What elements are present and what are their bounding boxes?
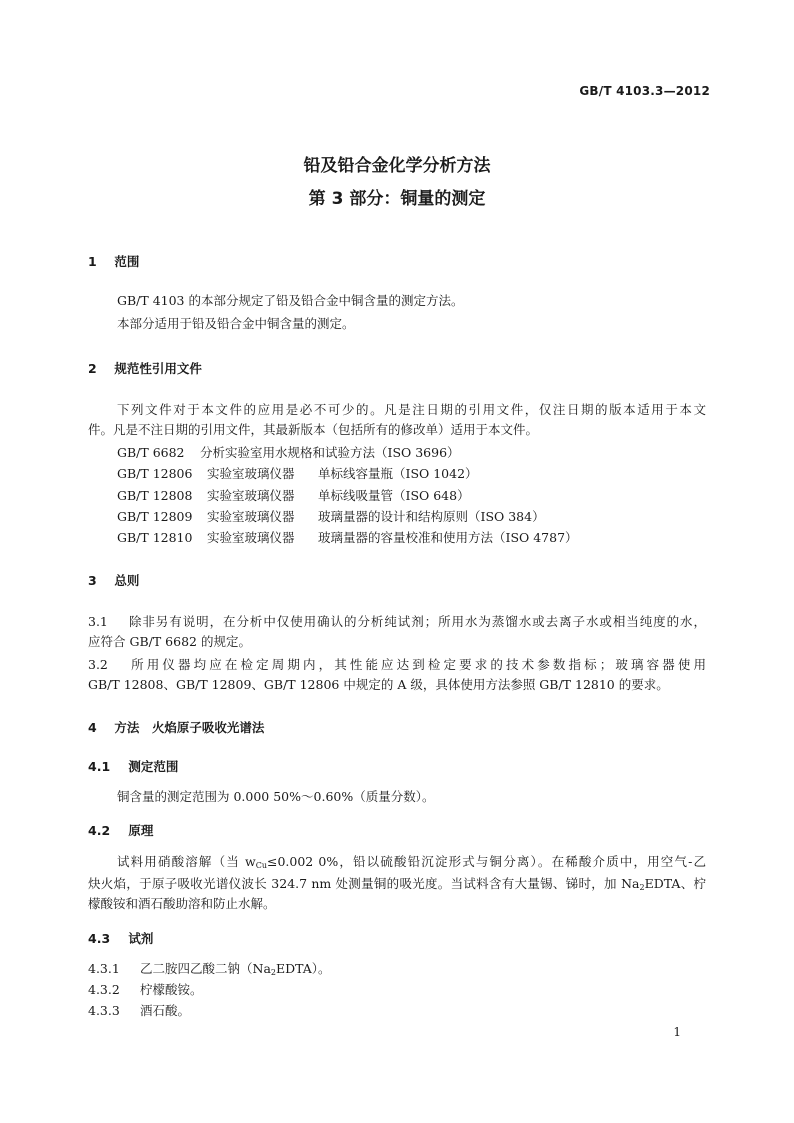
section-2-heading — [88, 359, 202, 377]
section-title: 方法 火焰原子吸收光谱法 — [114, 720, 265, 735]
subscript: 2 — [270, 968, 276, 977]
subsection-title: 试剂 — [128, 931, 154, 946]
reagent-number: 4.3.2 — [88, 982, 120, 997]
reference-category: 实验室玻璃仪器 — [207, 488, 295, 503]
reference-item — [117, 528, 578, 546]
page-number: 1 — [673, 1025, 681, 1039]
subscript: Cu — [255, 861, 267, 870]
clause-3-1-line2: 应符合 GB/T 6682 的规定。 — [88, 634, 251, 649]
reference-category: 实验室玻璃仪器 — [207, 466, 295, 481]
section-4-heading — [88, 718, 264, 736]
paragraph-line — [88, 874, 706, 892]
reference-category: 实验室玻璃仪器 — [207, 509, 295, 524]
subsection-title: 测定范围 — [128, 759, 179, 774]
reference-item — [117, 486, 470, 504]
subsection-title: 原理 — [128, 823, 154, 838]
reagent-item — [88, 981, 203, 999]
subsection-number: 4.1 — [88, 759, 111, 774]
reference-code: GB/T 12808 — [117, 488, 193, 503]
reference-code: GB/T 12810 — [117, 530, 193, 545]
reference-title: 分析实验室用水规格和试验方法（ISO 3696） — [200, 445, 460, 460]
text-run: 酒石酸。 — [140, 1003, 191, 1018]
standard-number: GB/T 4103.3—2012 — [579, 84, 710, 98]
clause-text: 所用仪器均应在检定周期内，其性能应达到检定要求的技术参数指标；玻璃容器使用 — [128, 657, 706, 672]
reference-title: 单标线吸量管（ISO 648） — [318, 488, 470, 503]
section-title: 规范性引用文件 — [114, 361, 202, 376]
reference-code: GB/T 12809 — [117, 509, 193, 524]
text-run: EDTA）。 — [275, 961, 331, 976]
section-number: 3 — [88, 573, 97, 588]
reference-title: 玻璃量器的设计和结构原则（ISO 384） — [318, 509, 545, 524]
subsection-4-2-heading — [88, 821, 153, 839]
subsection-number: 4.3 — [88, 931, 111, 946]
subscript: 2 — [639, 883, 645, 892]
reference-category: 实验室玻璃仪器 — [207, 530, 295, 545]
text-run: 试料用硝酸溶解（当 w — [117, 854, 256, 869]
paragraph-line: 下列文件对于本文件的应用是必不可少的。凡是注日期的引用文件，仅注日期的版本适用于本文 — [117, 402, 706, 417]
section-1-heading — [88, 252, 139, 270]
reference-code: GB/T 12806 — [117, 466, 193, 481]
section-title: 范围 — [114, 254, 140, 269]
reagent-item — [88, 960, 331, 982]
paragraph: GB/T 4103 的本部分规定了铅及铅合金中铜含量的测定方法。 — [117, 293, 464, 308]
subsection-4-3-heading — [88, 929, 153, 947]
document-title-line1: 铅及铅合金化学分析方法 — [303, 156, 491, 176]
paragraph-line: 檬酸铵和酒石酸助溶和防止水解。 — [88, 896, 276, 911]
subsection-4-1-heading — [88, 757, 178, 775]
reference-item — [117, 507, 545, 525]
subsection-number: 4.2 — [88, 823, 111, 838]
paragraph-line — [117, 852, 706, 870]
paragraph: 本部分适用于铅及铅合金中铜含量的测定。 — [117, 316, 355, 331]
document-title-line2: 第 3 部分：铜量的测定 — [308, 189, 486, 209]
clause-3-2-line1 — [88, 655, 706, 673]
clause-number: 3.1 — [88, 614, 108, 629]
clause-3-2-line2: GB/T 12808、GB/T 12809、GB/T 12806 中规定的 A 级，具体使用方法参照 GB/T 12810 的要求。 — [88, 677, 669, 692]
reference-title: 玻璃量器的容量校准和使用方法（ISO 4787） — [318, 530, 578, 545]
section-number: 1 — [88, 254, 97, 269]
section-title: 总则 — [114, 573, 140, 588]
paragraph-line: 件。凡是不注日期的引用文件，其最新版本（包括所有的修改单）适用于本文件。 — [88, 422, 539, 437]
reagent-number: 4.3.3 — [88, 1003, 120, 1018]
section-number: 2 — [88, 361, 97, 376]
text-run: 乙二胺四乙酸二钠（Na — [140, 961, 271, 976]
reference-code: GB/T 6682 — [117, 445, 185, 460]
reagent-number: 4.3.1 — [88, 961, 120, 976]
text-run: ≤0.002 0%，铅以硫酸铅沉淀形式与铜分离）。在稀酸介质中，用空气-乙 — [267, 854, 706, 869]
section-number: 4 — [88, 720, 97, 735]
text-run: EDTA、柠 — [644, 876, 706, 891]
reference-item — [117, 464, 478, 482]
clause-3-1-line1 — [88, 612, 706, 630]
reference-title: 单标线容量瓶（ISO 1042） — [318, 466, 478, 481]
clause-text: 除非另有说明，在分析中仅使用确认的分析纯试剂；所用水为蒸馏水或去离子水或相当纯度的水， — [128, 614, 706, 629]
reagent-item — [88, 1002, 190, 1020]
paragraph: 铜含量的测定范围为 0.000 50%～0.60%（质量分数）。 — [117, 789, 435, 804]
text-run: 炔火焰，于原子吸收光谱仪波长 324.7 nm 处测量铜的吸光度。当试料含有大量锡、锑时，加 Na — [88, 876, 640, 891]
section-3-heading — [88, 571, 139, 589]
text-run: 柠檬酸铵。 — [140, 982, 203, 997]
clause-number: 3.2 — [88, 657, 108, 672]
reference-item — [117, 443, 460, 461]
